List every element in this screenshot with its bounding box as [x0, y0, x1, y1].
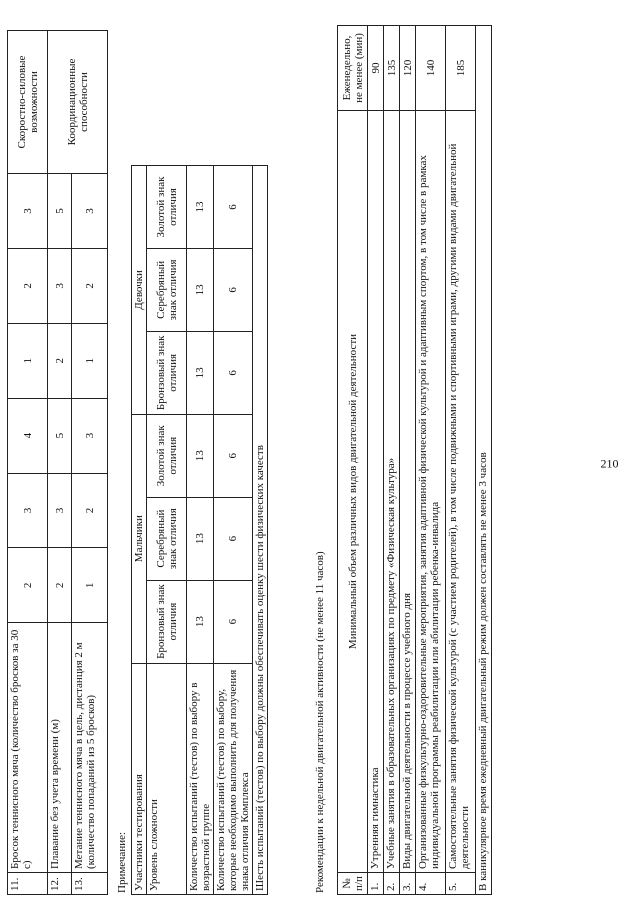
cell-value: 6 — [214, 497, 253, 580]
cell-value: 13 — [187, 331, 214, 414]
table-row — [147, 166, 187, 895]
minutes-value: 185 — [446, 26, 476, 111]
cell-value: 13 — [187, 248, 214, 331]
table-row — [338, 26, 368, 895]
cell-value: 3 — [8, 173, 48, 248]
speed-strength-header: Скоростно-силовые возможности — [8, 31, 48, 174]
badge-header: Золотой знак отличия — [147, 166, 187, 249]
table-row — [8, 31, 48, 895]
activity-name: Самостоятельные занятия физической культурой (с участием родителей), в том числе подвижными и спортивными играми, другими видами двигательной деятельности — [446, 111, 476, 873]
table-row — [368, 26, 384, 895]
badge-header: Серебряный знак отличия — [147, 248, 187, 331]
badge-header: Бронзовый знак отличия — [147, 331, 187, 414]
cell-value: 1 — [72, 548, 108, 623]
cell-value: 6 — [214, 166, 253, 249]
table-row — [416, 26, 446, 895]
cell-value: 13 — [187, 580, 214, 663]
row-number: 1. — [368, 873, 384, 895]
table-row — [253, 166, 268, 895]
row-number: 3. — [400, 873, 416, 895]
cell-value: 2 — [72, 473, 108, 548]
cell-value: 3 — [72, 398, 108, 473]
boys-header: Мальчики — [132, 414, 147, 663]
badges-table — [131, 165, 268, 895]
activity-name: Учебные занятия в образовательных организациях по предмету «Физическая культура» — [384, 111, 400, 873]
row-number: 11. — [8, 873, 48, 895]
test-name: Плавание без учета времени (м) — [48, 623, 72, 873]
row-label: Количество испытаний (тестов) по выбору, которые необходимо выполнить для получения знака отличия Комплекса — [214, 663, 253, 894]
recommendations-title: Рекомендации к недельной двигательной активности (не менее 11 часов) — [314, 551, 326, 893]
note-label: Примечание: — [116, 831, 128, 893]
table-row — [384, 26, 400, 895]
table-row — [446, 26, 476, 895]
cell-value: 13 — [187, 166, 214, 249]
difficulty-header: Уровень сложности — [147, 663, 187, 894]
table-row — [48, 31, 72, 895]
cell-value: 2 — [48, 548, 72, 623]
cell-value: 6 — [214, 414, 253, 497]
table-row — [132, 166, 147, 895]
test-name: Бросок теннисного мяча (количество бросков за 30 с) — [8, 623, 48, 873]
cell-value: 3 — [48, 248, 72, 323]
cell-value: 6 — [214, 248, 253, 331]
row-number: 4. — [416, 873, 446, 895]
minutes-value: 90 — [368, 26, 384, 111]
cell-value: 2 — [48, 323, 72, 398]
num-header: № п/п — [338, 873, 368, 895]
weekly-header: Еженедельно, не менее (мин) — [338, 26, 368, 111]
tests-table — [7, 30, 108, 895]
row-number: 2. — [384, 873, 400, 895]
cell-value: 6 — [214, 331, 253, 414]
row-number: 12. — [48, 873, 72, 895]
cell-value: 2 — [8, 548, 48, 623]
activity-name: Виды двигательной деятельности в процессе учебного дня — [400, 111, 416, 873]
cell-value: 5 — [48, 173, 72, 248]
row-number: 13. — [72, 873, 108, 895]
test-name: Метание теннисного мяча в цель, дистанция 2 м (количество попаданий из 5 бросков) — [72, 623, 108, 873]
page-number: 210 — [600, 456, 619, 471]
activity-footer: В каникулярное время ежедневный двигательный режим должен составлять не менее 3 часов — [476, 26, 492, 895]
cell-value: 2 — [72, 248, 108, 323]
table-row — [214, 166, 253, 895]
activity-name: Организованные физкультурно-оздоровительные мероприятия, занятия адаптивной физической культурой и адаптивным спортом, в том числе в рамках индивидуальной программы реабилитации или абилитации ребенка-инвалида — [416, 111, 446, 873]
row-number: 5. — [446, 873, 476, 895]
cell-value: 1 — [72, 323, 108, 398]
name-header: Минимальный объем различных видов двигательной деятельности — [338, 111, 368, 873]
cell-value: 3 — [48, 473, 72, 548]
minutes-value: 140 — [416, 26, 446, 111]
badge-header: Бронзовый знак отличия — [147, 580, 187, 663]
table-row — [476, 26, 492, 895]
activity-name: Утренняя гимнастика — [368, 111, 384, 873]
table-row — [400, 26, 416, 895]
cell-value: 13 — [187, 497, 214, 580]
activity-table — [337, 25, 492, 895]
cell-value: 4 — [8, 398, 48, 473]
note-footer: Шесть испытаний (тестов) по выбору должны обеспечивать оценку шести физических качеств — [253, 166, 268, 895]
cell-value: 3 — [72, 173, 108, 248]
cell-value: 2 — [8, 248, 48, 323]
cell-value: 13 — [187, 414, 214, 497]
badge-header: Серебряный знак отличия — [147, 497, 187, 580]
cell-value: 5 — [48, 398, 72, 473]
cell-value: 3 — [8, 473, 48, 548]
badge-header: Золотой знак отличия — [147, 414, 187, 497]
table-row — [187, 166, 214, 895]
coordination-header: Координационные способности — [48, 31, 108, 174]
cell-value: 6 — [214, 580, 253, 663]
cell-value: 1 — [8, 323, 48, 398]
row-label: Количество испытаний (тестов) по выбору в возрастной группе — [187, 663, 214, 894]
minutes-value: 135 — [384, 26, 400, 111]
girls-header: Девочки — [132, 166, 147, 415]
participants-header: Участники тестирования — [132, 663, 147, 894]
minutes-value: 120 — [400, 26, 416, 111]
